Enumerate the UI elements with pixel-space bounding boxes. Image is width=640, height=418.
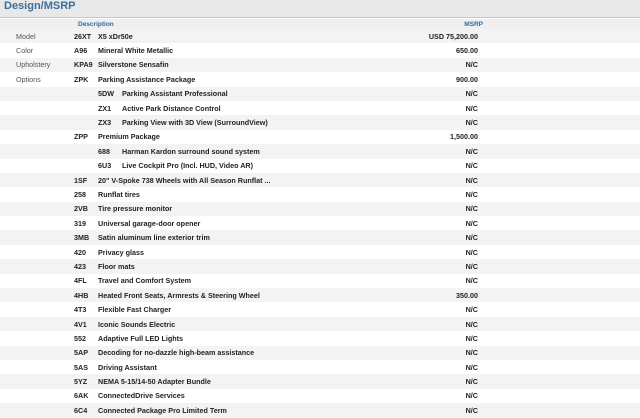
option-price: N/C <box>465 261 478 271</box>
table-row <box>0 317 640 331</box>
option-code: 26XT <box>74 31 92 41</box>
option-name: Iconic Sounds Electric <box>98 319 176 329</box>
price-table <box>0 29 640 418</box>
table-row <box>0 288 640 302</box>
table-row <box>0 130 640 144</box>
table-row <box>0 159 640 173</box>
option-name: Satin aluminum line exterior trim <box>98 233 210 243</box>
option-name: ConnectedDrive Services <box>98 391 185 401</box>
table-row <box>0 374 640 388</box>
option-code: 5YZ <box>74 377 88 387</box>
table-row <box>0 115 640 129</box>
row-label: Model <box>16 31 36 41</box>
option-price: N/C <box>465 204 478 214</box>
option-code: 5AS <box>74 362 88 372</box>
table-row <box>0 29 640 43</box>
row-label: Color <box>16 46 34 56</box>
table-row <box>0 331 640 345</box>
option-code: 258 <box>74 189 86 199</box>
table-row <box>0 43 640 57</box>
table-row <box>0 202 640 216</box>
option-code: 5DW <box>98 89 114 99</box>
option-price: 1,500.00 <box>450 132 478 142</box>
table-row <box>0 302 640 316</box>
table-row <box>0 72 640 86</box>
table-row <box>0 101 640 115</box>
option-code: 4FL <box>74 276 87 286</box>
table-row <box>0 173 640 187</box>
option-price: N/C <box>465 405 478 415</box>
table-row <box>0 187 640 201</box>
option-code: 4HB <box>74 290 89 300</box>
table-row <box>0 87 640 101</box>
option-price: N/C <box>465 161 478 171</box>
option-code: 420 <box>74 247 86 257</box>
option-code: 552 <box>74 333 86 343</box>
option-price: N/C <box>465 189 478 199</box>
row-label: Upholstery <box>16 60 51 70</box>
row-label: Options <box>16 74 41 84</box>
option-code: ZPK <box>74 74 89 84</box>
option-price: N/C <box>465 218 478 228</box>
option-code: 6AK <box>74 391 89 401</box>
option-code: ZX1 <box>98 103 112 113</box>
option-code: A96 <box>74 46 88 56</box>
table-row <box>0 216 640 230</box>
option-name: X5 xDr50e <box>98 31 133 41</box>
option-name: Live Cockpit Pro (Incl. HUD, Video AR) <box>122 161 253 171</box>
option-name: Premium Package <box>98 132 160 142</box>
option-code: 1SF <box>74 175 88 185</box>
option-price: 350.00 <box>456 290 478 300</box>
option-name: Flexible Fast Charger <box>98 305 172 315</box>
option-price: USD 75,200.00 <box>428 31 478 41</box>
option-price: N/C <box>465 247 478 257</box>
option-code: 4V1 <box>74 319 87 329</box>
option-name: Floor mats <box>98 261 135 271</box>
option-price: 650.00 <box>456 46 478 56</box>
option-price: N/C <box>465 233 478 243</box>
option-code: 319 <box>74 218 86 228</box>
option-code: 688 <box>98 146 110 156</box>
option-price: N/C <box>465 362 478 372</box>
section-title: Design/MSRP <box>0 0 640 18</box>
option-code: 2VB <box>74 204 88 214</box>
table-row <box>0 389 640 403</box>
option-code: 4T3 <box>74 305 87 315</box>
option-name: Mineral White Metallic <box>98 46 174 56</box>
option-price: N/C <box>465 89 478 99</box>
option-price: N/C <box>465 377 478 387</box>
table-row <box>0 245 640 259</box>
option-code: 6C4 <box>74 405 88 415</box>
table-row <box>0 346 640 360</box>
option-name: Runflat tires <box>98 189 140 199</box>
option-code: ZX3 <box>98 118 112 128</box>
option-name: Adaptive Full LED Lights <box>98 333 184 343</box>
option-code: KPA9 <box>74 60 93 70</box>
option-name: 20" V-Spoke 738 Wheels with All Season Runflat ... <box>98 175 271 185</box>
table-row <box>0 58 640 72</box>
option-price: N/C <box>465 333 478 343</box>
option-code: ZPP <box>74 132 88 142</box>
option-code: 423 <box>74 261 86 271</box>
option-price: N/C <box>465 276 478 286</box>
option-price: N/C <box>465 175 478 185</box>
option-price: N/C <box>465 60 478 70</box>
column-header-msrp: MSRP <box>464 20 483 28</box>
table-row <box>0 230 640 244</box>
option-name: Connected Package Pro Limited Term <box>98 405 227 415</box>
column-header-row <box>0 19 640 29</box>
option-name: Privacy glass <box>98 247 144 257</box>
option-price: N/C <box>465 348 478 358</box>
option-price: 900.00 <box>456 74 478 84</box>
option-code: 5AP <box>74 348 88 358</box>
option-price: N/C <box>465 319 478 329</box>
option-name: Parking Assistant Professional <box>122 89 228 99</box>
option-code: 3MB <box>74 233 90 243</box>
table-row <box>0 274 640 288</box>
option-price: N/C <box>465 305 478 315</box>
option-name: Travel and Comfort System <box>98 276 192 286</box>
column-header-description: Description <box>78 20 114 28</box>
table-row <box>0 360 640 374</box>
option-price: N/C <box>465 118 478 128</box>
option-code: 6U3 <box>98 161 112 171</box>
option-name: NEMA 5-15/14-50 Adapter Bundle <box>98 377 211 387</box>
option-name: Heated Front Seats, Armrests & Steering Wheel <box>98 290 260 300</box>
option-price: N/C <box>465 146 478 156</box>
option-name: Active Park Distance Control <box>122 103 221 113</box>
option-name: Driving Assistant <box>98 362 157 372</box>
option-price: N/C <box>465 391 478 401</box>
option-name: Parking View with 3D View (SurroundView) <box>122 118 268 128</box>
option-name: Decoding for no-dazzle high-beam assistance <box>98 348 255 358</box>
table-row <box>0 403 640 417</box>
option-name: Universal garage-door opener <box>98 218 201 228</box>
option-name: Harman Kardon surround sound system <box>122 146 260 156</box>
option-name: Silverstone Sensafin <box>98 60 169 70</box>
option-name: Tire pressure monitor <box>98 204 173 214</box>
table-row <box>0 144 640 158</box>
option-price: N/C <box>465 103 478 113</box>
table-row <box>0 259 640 273</box>
option-name: Parking Assistance Package <box>98 74 196 84</box>
